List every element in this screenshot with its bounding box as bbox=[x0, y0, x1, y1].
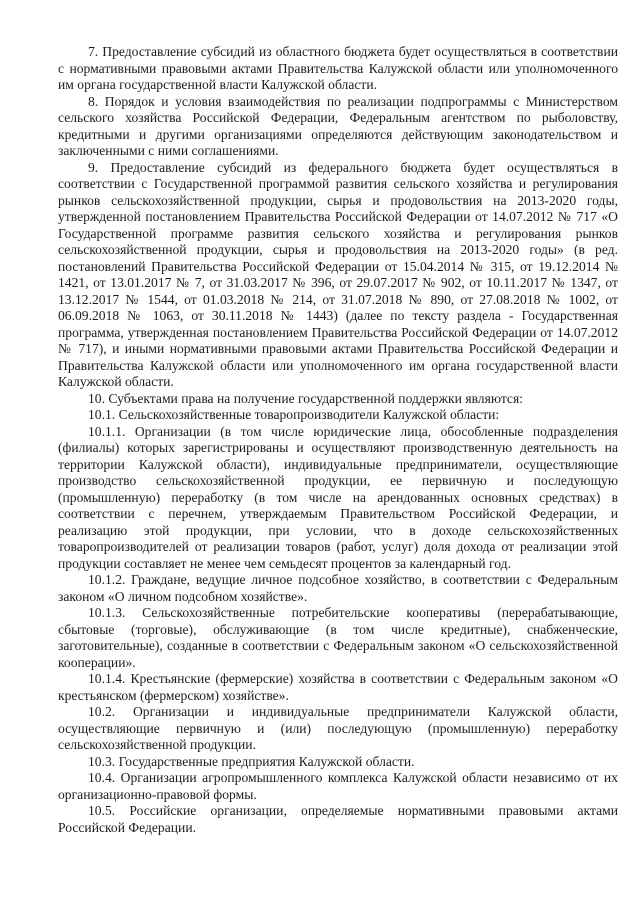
paragraph-10-4: 10.4. Организации агропромышленного комплекса Калужской области независимо от их организационно-правовой формы. bbox=[58, 770, 618, 802]
paragraph-10-1-1: 10.1.1. Организации (в том числе юридические лица, обособленные подразделения (филиалы) которых зарегистрированы и осуществляют производственную деятельность на территории Калужской области), индивидуальные предприниматели, осуществляющие производство сельскохозяйственной продукции, ее первичную и последующую (промышленную) переработку (в том числе на арендованных основных средствах) в соответствии с перечнем, утверждаемым Правительством Российской Федерации, и реализацию этой продукции, при условии, что в доходе сельскохозяйственных товаропроизводителей от реализации товаров (работ, услуг) доля дохода от реализации этой продукции составляет не менее чем семьдесят процентов за календарный год. bbox=[58, 423, 618, 571]
document-page bbox=[58, 44, 618, 836]
paragraph-7: 7. Предоставление субсидий из областного бюджета будет осуществляться в соответствии с нормативными правовыми актами Правительства Калужской области или уполномоченного им органа государственной власти Калужской области. bbox=[58, 44, 618, 92]
paragraph-10-3: 10.3. Государственные предприятия Калужской области. bbox=[88, 753, 415, 769]
paragraph-9: 9. Предоставление субсидий из федерального бюджета будет осуществляться в соответствии с Государственной программой развития сельского хозяйства и регулирования рынков сельскохозяйственной продукции, сырья и продовольствия на 2013-2020 годы, утвержденной постановлением Правительства Российской Федерации от 14.07.2012 № 717 «О Государственной программе развития сельского хозяйства и регулирования рынков сельскохозяйственной продукции, сырья и продовольствия на 2013-2020 годы» (в ред. постановлений Правительства Российской Федерации от 15.04.2014 № 315, от 19.12.2014 № 1421, от 13.01.2017 № 7, от 31.03.2017 № 396, от 29.07.2017 № 902, от 10.11.2017 № 1347, от 13.12.2017 № 1544, от 01.03.2018 № 214, от 31.07.2018 № 890, от 27.08.2018 № 1002, от 06.09.2018 № 1063, от 30.11.2018 № 1443) (далее по тексту раздела - Государственная программа, утвержденная постановлением Правительства Российской Федерации от 14.07.2012 № 717), и иными нормативными правовыми актами Правительства Российской Федерации и Правительства Калужской области или уполномоченного им органа государственной власти Калужской области. bbox=[58, 159, 618, 389]
paragraph-10-2: 10.2. Организации и индивидуальные предприниматели Калужской области, осуществляющие первичную и (или) последующую (промышленную) переработку сельскохозяйственной продукции. bbox=[58, 704, 618, 752]
paragraph-8: 8. Порядок и условия взаимодействия по реализации подпрограммы с Министерством сельского хозяйства Российской Федерации, Федеральным агентством по рыболовству, кредитными и другими организациями определяются действующим законодательством и заключенными с ними соглашениями. bbox=[58, 93, 618, 158]
paragraph-10-5: 10.5. Российские организации, определяемые нормативными правовыми актами Российской Федерации. bbox=[58, 803, 618, 835]
paragraph-10-1-3: 10.1.3. Сельскохозяйственные потребительские кооперативы (перерабатывающие, сбытовые (торговые), обслуживающие (в том числе кредитные), снабженческие, заготовительные), созданные в соответствии с Федеральным законом «О сельскохозяйственной кооперации». bbox=[58, 605, 618, 670]
paragraph-10: 10. Субъектами права на получение государственной поддержки являются: bbox=[88, 390, 523, 406]
paragraph-10-1-2: 10.1.2. Граждане, ведущие личное подсобное хозяйство, в соответствии с Федеральным законом «О личном подсобном хозяйстве». bbox=[58, 572, 618, 604]
paragraph-10-1-4: 10.1.4. Крестьянские (фермерские) хозяйства в соответствии с Федеральным законом «О крестьянском (фермерском) хозяйстве». bbox=[58, 671, 618, 703]
paragraph-10-1: 10.1. Сельскохозяйственные товаропроизводители Калужской области: bbox=[88, 407, 500, 422]
